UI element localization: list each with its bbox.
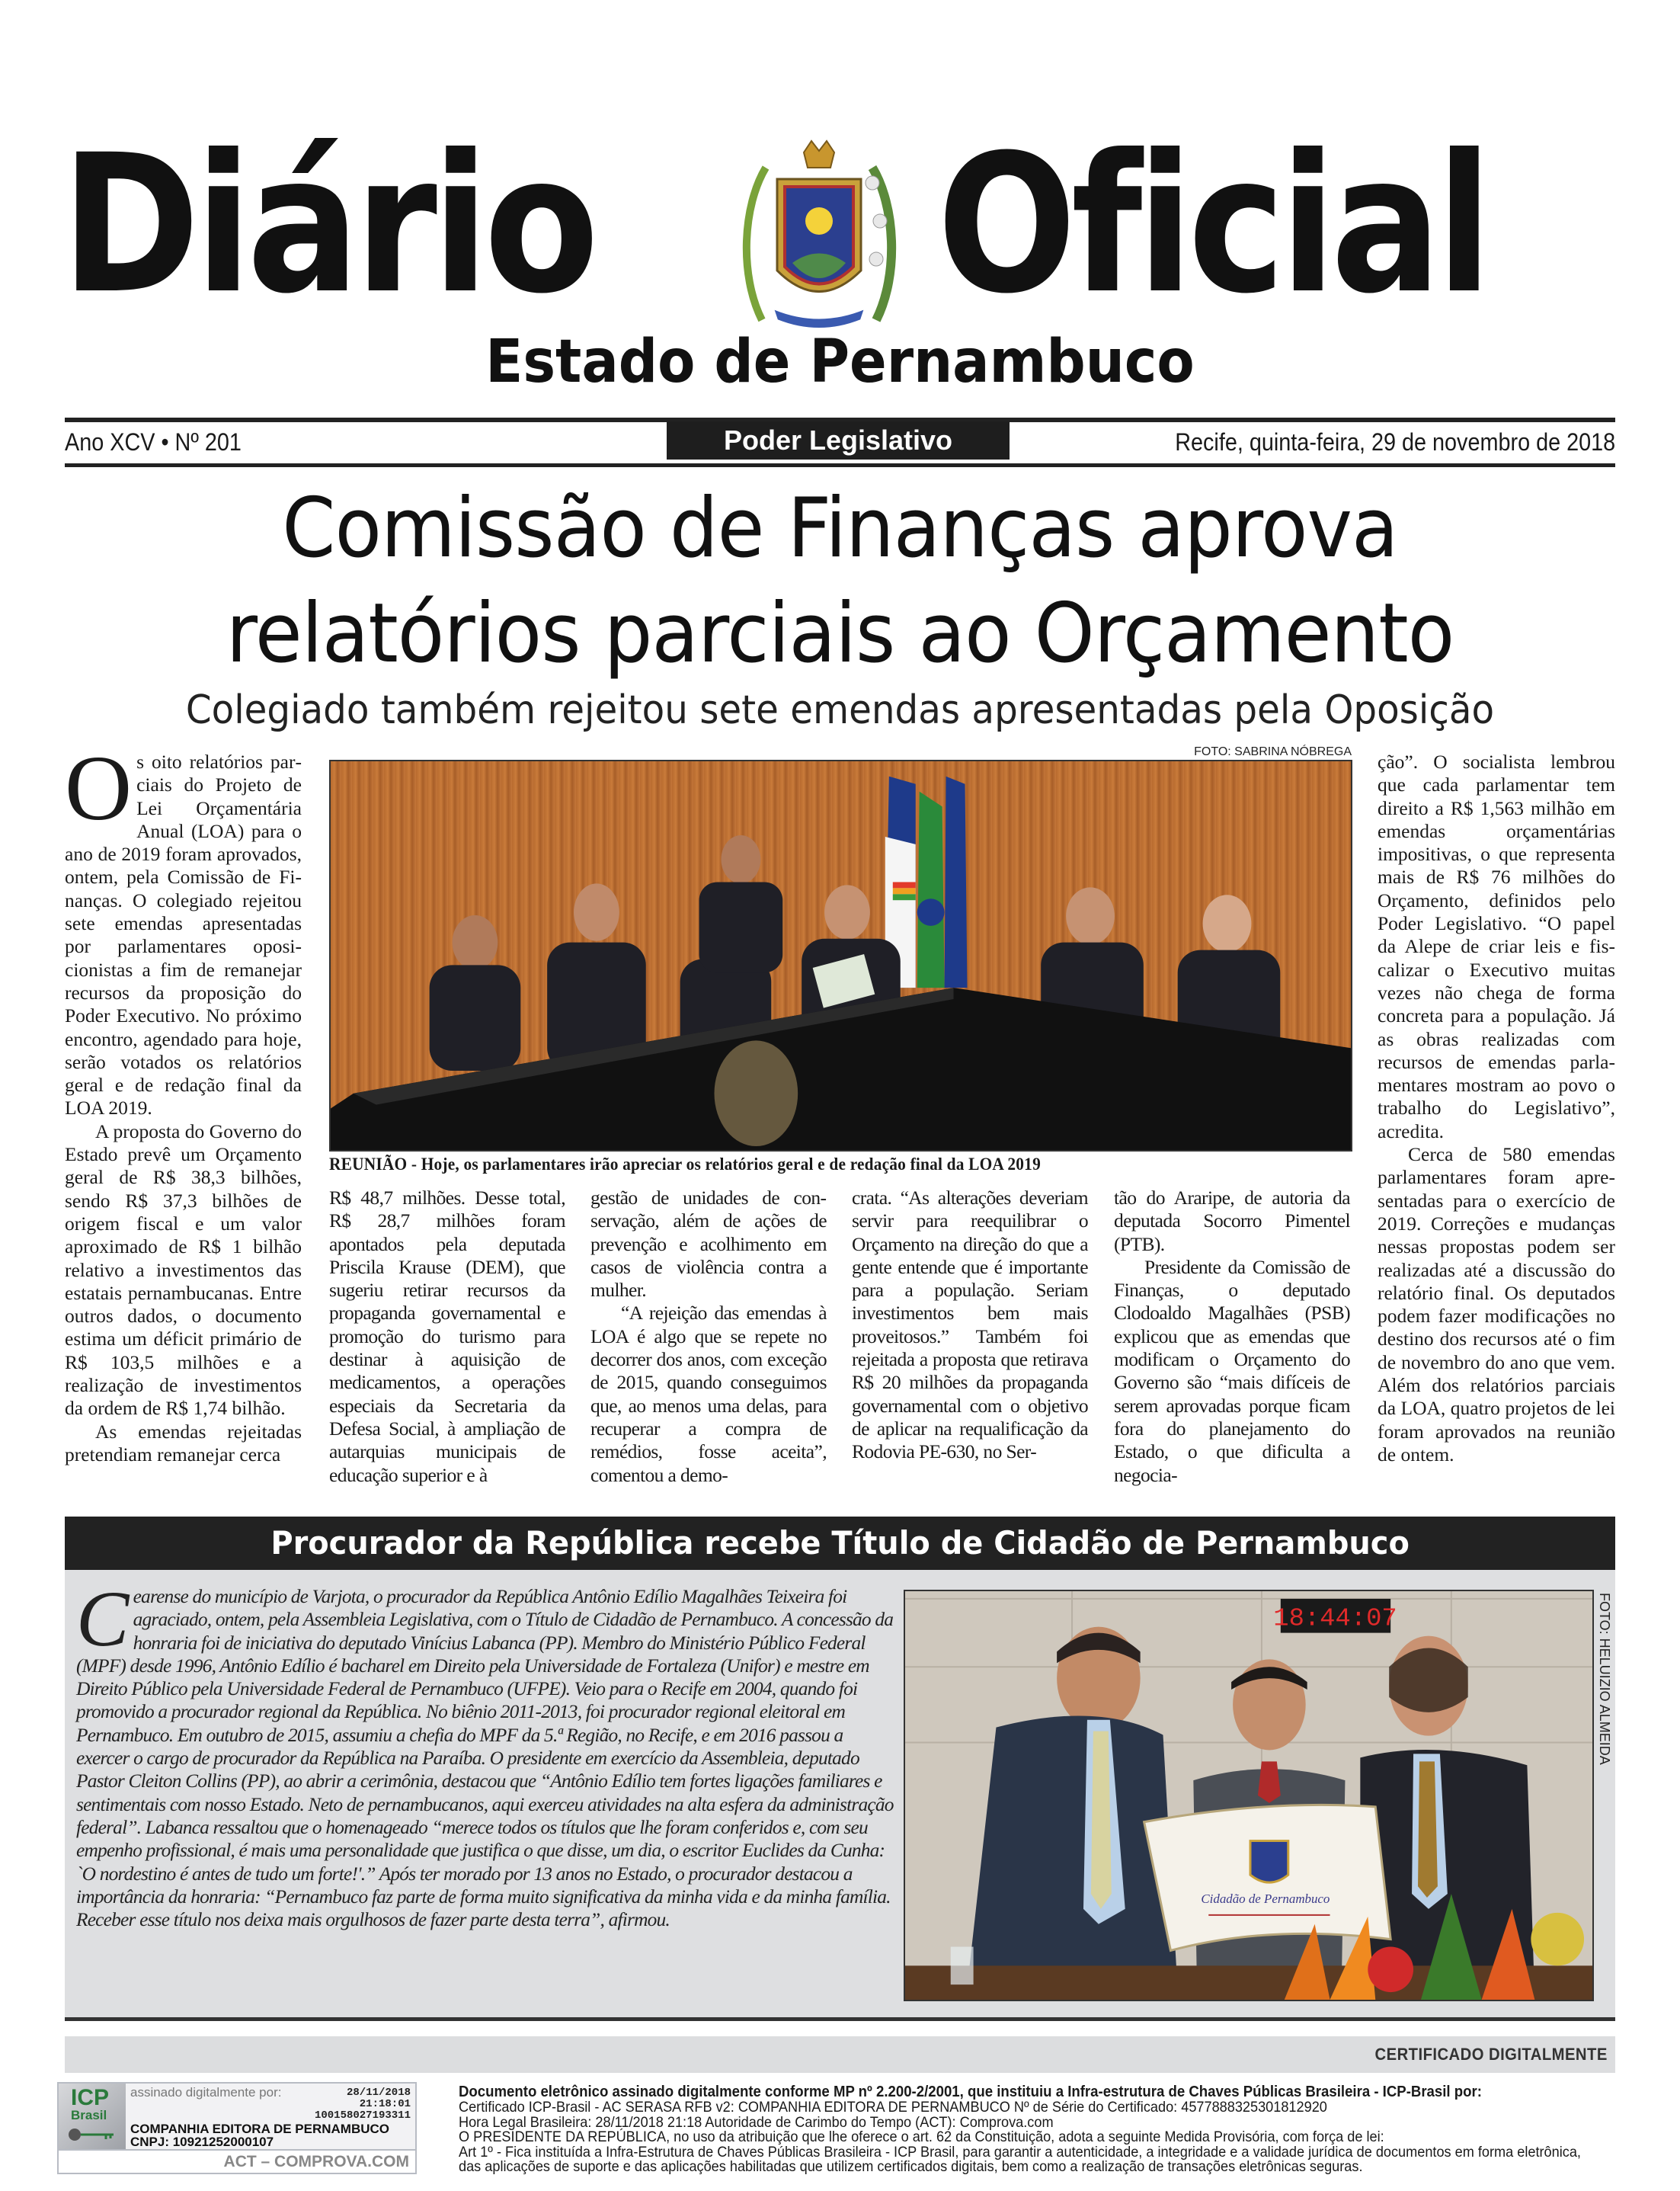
photo-credit: FOTO: SABRINA NÓBREGA: [1194, 745, 1352, 758]
paragraph: s oito relatórios parciais do Projeto de Lei Orçamentária Anual (LOA) para o ano de 2019 foram aprovados, ontem, pela Comissão de Finanças. O colegiado rejeitou sete emendas apresentadas por parlamentares oposicionistas a fim de remanejar recursos da proposição do Poder Executivo. No próximo encontro, agendado para hoje, serão votados os relatórios geral e de redação final da LOA 2019.: [65, 751, 302, 1120]
signature-details: [130, 2084, 415, 2149]
paragraph: earense do município de Varjota, o procurador da República Antônio Edílio Magalhães Teixeira foi agraciado, ontem, pela Assembleia Legislativa, com o Título de Cidadão de Pernambuco. A concessão da honraria foi de iniciativa do deputado Vinícius Labanca (PP). Membro do Ministério Público Federal (MPF) desde 1996, Antônio Edílio é bacharel em Direito pela Universidade de Fortaleza (Unifor) e mestre em Direito Público pela Universidade Federal de Pernambuco (UFPE). Veio para o Recife em 2004, quando foi promovido a procurador regional da República. No biênio 2011-2013, foi procurador regional eleitoral em Pernambuco. Em outubro de 2015, assumiu a chefia do MPF da 5.ª Região, no Recife, e em 2016 passou a exercer o cargo de procurador da República na Paraíba. O presidente em exercício da Assembleia, deputado Pastor Cleiton Collins (PP), ao abrir a cerimônia, destacou que “Antônio Edílio tem fortes ligações familiares e sentimentais com nosso Estado. Neto de pernambucanos, aqui exerceu atividades na alta esfera da administração federal”. Labanca ressaltou que o homenageado “merece todos os títulos que lhe foram conferidos e, com seu empenho profissional, é mais uma personalidade que justifica o que disse, um dia, o escritor Euclides da Cunha: `O nordestino é antes de tudo um forte!'.” Após ter morado por 13 anos no Estado, o procurador destacou a importância da honraria: “Pernambuco faz parte de forma muito significativa da minha vida e da minha família. Receber esse título nos deixa mais orgulhosos de fazer parte desta terra”, afirmou.: [76, 1586, 894, 1931]
drop-cap: C: [76, 1575, 129, 1663]
masthead-subtitle: Estado de Pernambuco: [485, 328, 1195, 396]
paragraph: gestão de unidades de conservação, além de ações de prevenção e acolhimento em casos de violência contra a mulher.: [590, 1187, 827, 1302]
paragraph: R$ 48,7 milhões. Desse total, R$ 28,7 milhões foram apontados pela deputada Priscila Krause (DEM), que sugeriu retirar recursos da propaganda governamental e promoção do turismo para destinar à aquisição de medicamentos, a operações especiais da Secretaria da Defesa Social, à ampliação de autarquias municipais de educação superior e à: [329, 1187, 565, 1486]
digital-signature-stamp: [57, 2082, 417, 2174]
feature-box-text: [76, 1575, 895, 1931]
paragraph: ção”. O socialista lembrou que cada parlamentar tem direito a R$ 1,563 milhão em emendas orçamentárias impositivas, o que representa mais de R$ 76 milhões do Orçamento, definidos pelo Poder Legislativo. “O papel da Alepe de criar leis e fiscalizar o Executivo muitas vezes não chega de forma concreta para a população. Já as obras realizadas com recursos de emendas parlamentares mostram ao povo o trabalho do Legislativo”, acredita.: [1378, 751, 1615, 1142]
signature-time: 21:18:01: [359, 2098, 411, 2110]
paragraph: tão do Araripe, de autoria da deputada Socorro Pimentel (PTB).: [1114, 1187, 1350, 1255]
section-badge: Poder Legislativo: [667, 421, 1010, 460]
clock-readout: 18:44:07: [1273, 1604, 1397, 1634]
logo-text-brasil: Brasil: [71, 2108, 107, 2122]
certification-label: CERTIFICADO DIGITALMENTE: [1374, 2045, 1608, 2064]
ceremony-photo: [904, 1590, 1594, 2001]
article-column-3: [590, 1187, 827, 1487]
paragraph: Presidente da Comissão de Finanças, o deputado Clodoaldo Magalhães (PSB) explicou que as emendas que modificam o Orçamento do Governo são “mais difíceis de serem aprovadas porque ficam fora do planejamento do Estado, o que dificulta a negocia-: [1114, 1255, 1350, 1486]
article-column-1: [65, 737, 302, 1466]
feature-headline-text: Procurador da República recebe Título de Cidadão de Pernambuco: [270, 1524, 1410, 1562]
paragraph: “A rejeição das emendas à LOA é algo que se repete no decorrer dos anos, com exceção de 2015, quando conseguimos que, ao menos uma delas, para recuperar a compra de remédios, fosse aceita”, comentou a demo-: [590, 1302, 827, 1486]
photo-caption: REUNIÃO - Hoje, os parlamentares irão apreciar os relatórios geral e de redação final da LOA 2019: [329, 1155, 1041, 1174]
paragraph: crata. “As alterações deveriam servir para reequilibrar o Orçamento na direção do que a gente entende que é importante para a população. Seriam investimentos bem mais proveitosos.” Também foi rejeitada a proposta que retirava R$ 20 milhões da propaganda governamental com o objetivo de aplicar na requalificação da Rodovia PE-630, no Ser-: [852, 1187, 1088, 1463]
edition-number: Ano XCV • Nº 201: [65, 428, 242, 456]
pernambuco-coat-of-arms-icon: [731, 137, 907, 343]
masthead-title-left-box: [61, 114, 693, 343]
masthead-title-right-box: [937, 114, 1619, 343]
legal-line: O PRESIDENTE DA REPÚBLICA, no uso da atribuição que lhe oferece o art. 62 da Constituição, adota a seguinte Medida Provisória, com força de lei:: [459, 2129, 1384, 2145]
main-subheadline: Colegiado também rejeitou sete emendas apresentadas pela Oposição: [185, 687, 1495, 733]
legal-lead: Documento eletrônico assinado digitalmente conforme MP nº 2.200-2/2001, que instituiu a Infra-estrutura de Chaves Públicas Brasileira - ICP-Brasil por:: [459, 2084, 1482, 2100]
legal-line: Certificado ICP-Brasil - AC SERASA RFB v2: COMPANHIA EDITORA DE PERNAMBUCO Nº de Série do Certificado: 4577888325301812920: [459, 2099, 1327, 2116]
paragraph: As emendas rejeitadas pretendiam remanejar cerca: [65, 1420, 302, 1465]
paragraph: Cerca de 580 emendas parlamentares foram apresentadas para o exercício de 2019. Correções e mudanças nessas propostas podem ser realizadas até a discussão do relatório final. Os deputados podem fazer modificações no destino dos recursos até o fim de novembro do ano que vem. Além dos relatórios parciais da LOA, quatro projetos de lei foram aprovados na reunião de ontem.: [1378, 1143, 1615, 1465]
photo-credit-text: FOTO: HELUIZIO ALMEIDA: [1597, 1593, 1612, 1765]
legal-line: das aplicações de suporte e das aplicações habilitadas que utilizem certificados digitais, bem como a realização de transações eletrônicas seguras.: [459, 2158, 1363, 2175]
masthead: [61, 114, 1619, 343]
signed-by-label: assinado digitalmente por:: [130, 2085, 282, 2100]
article-column-2: [329, 1187, 565, 1487]
headline-line-2: relatórios parciais ao Orçamento: [226, 586, 1454, 681]
legal-line: Hora Legal Brasileira: 28/11/2018 21:18 Autoridade de Carimbo do Tempo (ACT): Comprova.com: [459, 2113, 1054, 2131]
feature-box-headline: [65, 1517, 1615, 1570]
drop-cap: O: [65, 737, 133, 840]
headline-line-1: Comissão de Finanças aprova: [282, 481, 1398, 576]
signature-date: 28/11/2018: [346, 2087, 411, 2099]
masthead-title-right: Oficial: [937, 114, 1487, 335]
meeting-photo: [329, 760, 1352, 1152]
signature-serial: 100158027193311: [314, 2109, 411, 2122]
certificate-title: Cidadão de Pernambuco: [1201, 1891, 1330, 1906]
act-label: ACT – COMPROVA.COM: [59, 2149, 415, 2173]
signer-company: COMPANHIA EDITORA DE PERNAMBUCO: [130, 2122, 390, 2136]
masthead-title-left: Diário: [61, 114, 594, 335]
article-column-5: [1114, 1187, 1350, 1487]
key-icon: [68, 2126, 117, 2143]
paragraph: A proposta do Governo do Estado prevê um Orçamento geral de R$ 38,3 bilhões, sendo R$ 37,3 bilhões de origem fiscal e um valor aproximado de R$ 1 bilhão relativo a investimentos das estatais pernambucanas. Entre outros dados, o documento estima um déficit primário de R$ 103,5 milhões e a realização de investimentos da ordem de R$ 1,74 bilhão.: [65, 1120, 302, 1420]
legal-line: Art 1º - Fica instituída a Infra-Estrutura de Chaves Públicas Brasileira - ICP Brasil, para garantir a autenticidade, a integridade e a validade jurídica de documentos em forma eletrônica,: [459, 2143, 1581, 2161]
icp-brasil-logo: [59, 2084, 126, 2149]
legal-notice: [459, 2084, 1617, 2175]
main-headline: [59, 476, 1621, 687]
article-column-6: [1378, 751, 1615, 1466]
signer-cnpj: CNPJ: 10921252000107: [130, 2135, 274, 2149]
masthead-rule-bottom: [65, 463, 1615, 467]
logo-text-icp: ICP: [71, 2085, 110, 2110]
place-and-date: Recife, quinta-feira, 29 de novembro de 2018: [1175, 428, 1615, 456]
photo-credit-vertical: [1595, 1593, 1615, 2004]
article-column-4: [852, 1187, 1088, 1464]
